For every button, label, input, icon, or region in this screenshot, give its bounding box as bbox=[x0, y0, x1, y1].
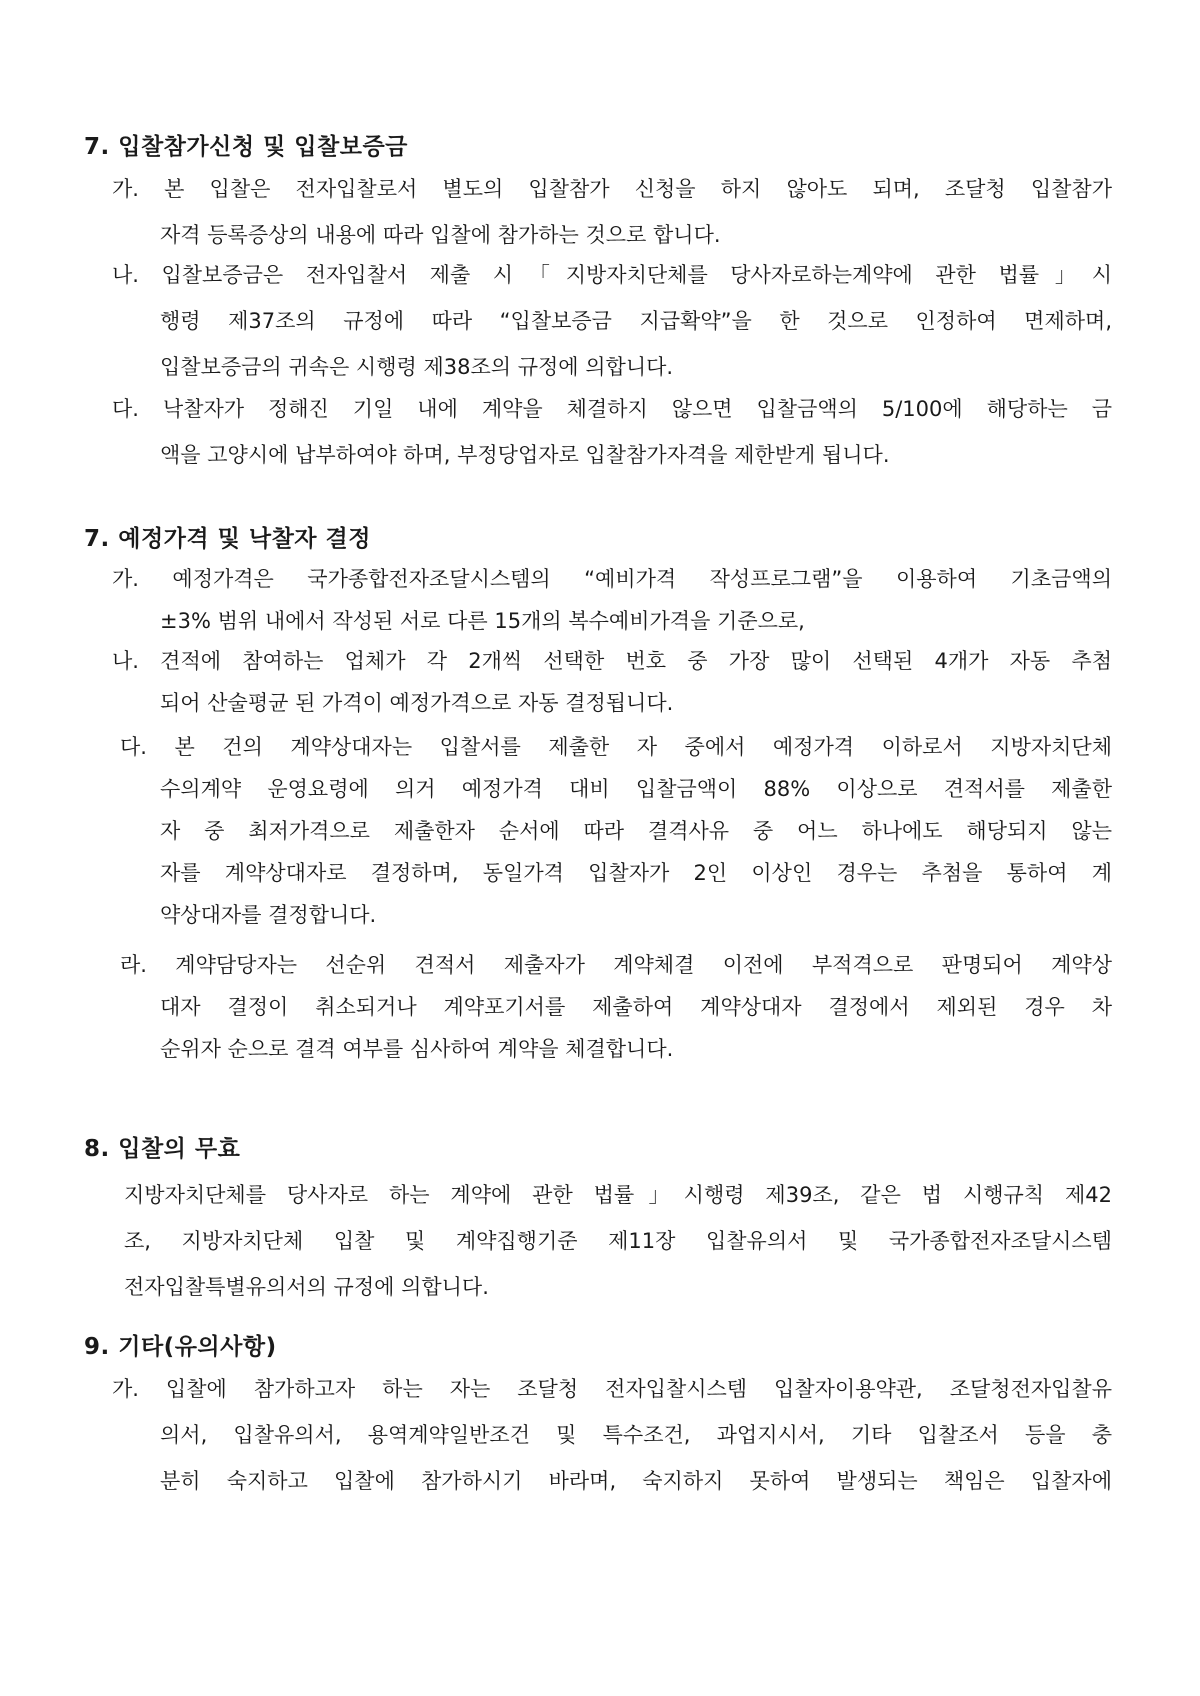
text-line: 자를 계약상대자로 결정하며, 동일가격 입찰자가 2인 이상인 경우는 추첨을 통하여 계 bbox=[160, 861, 1112, 885]
list-item-da bbox=[112, 386, 1112, 478]
text-line: 다. 낙찰자가 정해진 기일 내에 계약을 체결하지 않으면 입찰금액의 5/100에 해당하는 금 bbox=[112, 397, 1112, 421]
text-line: 라. 계약담당자는 선순위 견적서 제출자가 계약체결 이전에 부적격으로 판명되어 계약상 bbox=[120, 953, 1112, 977]
text-line: 전자입찰특별유의서의 규정에 의합니다. bbox=[124, 1275, 489, 1299]
text-line: 수의계약 운영요령에 의거 예정가격 대비 입찰금액이 88% 이상으로 견적서를 제출한 bbox=[160, 777, 1112, 801]
text-line: 행령 제37조의 규정에 따라 “입찰보증금 지급확약”을 한 것으로 인정하여 면제하며, bbox=[160, 309, 1112, 333]
text-line: 가. 입찰에 참가하고자 하는 자는 조달청 전자입찰시스템 입찰자이용약관, 조달청전자입찰유 bbox=[112, 1377, 1112, 1401]
section-heading-notes: 9. 기타(유의사항) bbox=[84, 1334, 277, 1360]
text-line: 지방자치단체를 당사자로 하는 계약에 관한 법률」시행령 제39조, 같은 법 시행규칙 제42 bbox=[124, 1183, 1112, 1207]
section-heading-bid-application: 7. 입찰참가신청 및 입찰보증금 bbox=[84, 134, 408, 160]
text-line: 가. 본 입찰은 전자입찰로서 별도의 입찰참가 신청을 하지 않아도 되며, 조달청 입찰참가 bbox=[112, 177, 1112, 201]
list-item-da bbox=[120, 726, 1112, 936]
list-item-na bbox=[112, 640, 1112, 724]
text-line: 약상대자를 결정합니다. bbox=[160, 903, 377, 927]
section-heading-price-decision: 7. 예정가격 및 낙찰자 결정 bbox=[84, 526, 371, 552]
list-item-ga bbox=[112, 558, 1112, 642]
list-item-ra bbox=[120, 944, 1112, 1070]
section-heading-bid-invalid: 8. 입찰의 무효 bbox=[84, 1136, 241, 1162]
text-line: 나. 입찰보증금은 전자입찰서 제출 시「지방자치단체를 당사자로하는계약에 관한 법률」시 bbox=[112, 263, 1112, 287]
text-line: 가. 예정가격은 국가종합전자조달시스템의 “예비가격 작성프로그램”을 이용하여 기초금액의 bbox=[112, 567, 1112, 591]
text-line: 의서, 입찰유의서, 용역계약일반조건 및 특수조건, 과업지시서, 기타 입찰조서 등을 충 bbox=[160, 1423, 1112, 1447]
text-line: 대자 결정이 취소되거나 계약포기서를 제출하여 계약상대자 결정에서 제외된 경우 차 bbox=[160, 995, 1112, 1019]
text-line: 조, 지방자치단체 입찰 및 계약집행기준 제11장 입찰유의서 및 국가종합전자조달시스템 bbox=[124, 1229, 1112, 1253]
text-line: 입찰보증금의 귀속은 시행령 제38조의 규정에 의합니다. bbox=[160, 355, 674, 379]
text-line: 순위자 순으로 결격 여부를 심사하여 계약을 체결합니다. bbox=[160, 1037, 674, 1061]
text-line: ±3% 범위 내에서 작성된 서로 다른 15개의 복수예비가격을 기준으로, bbox=[160, 609, 805, 633]
text-line: 액을 고양시에 납부하여야 하며, 부정당업자로 입찰참가자격을 제한받게 됩니다. bbox=[160, 443, 890, 467]
text-line: 분히 숙지하고 입찰에 참가하시기 바라며, 숙지하지 못하여 발생되는 책임은 입찰자에 bbox=[160, 1469, 1112, 1493]
text-line: 자 중 최저가격으로 제출한자 순서에 따라 결격사유 중 어느 하나에도 해당되지 않는 bbox=[160, 819, 1112, 843]
text-line: 다. 본 건의 계약상대자는 입찰서를 제출한 자 중에서 예정가격 이하로서 지방자치단체 bbox=[120, 735, 1112, 759]
text-line: 되어 산술평균 된 가격이 예정가격으로 자동 결정됩니다. bbox=[160, 691, 674, 715]
text-line: 나. 견적에 참여하는 업체가 각 2개씩 선택한 번호 중 가장 많이 선택된 4개가 자동 추첨 bbox=[112, 649, 1112, 673]
text-line: 자격 등록증상의 내용에 따라 입찰에 참가하는 것으로 합니다. bbox=[160, 223, 721, 247]
list-item-ga bbox=[112, 1366, 1112, 1504]
paragraph-bid-invalid bbox=[124, 1172, 1112, 1310]
list-item-ga bbox=[112, 166, 1112, 258]
list-item-na bbox=[112, 252, 1112, 390]
